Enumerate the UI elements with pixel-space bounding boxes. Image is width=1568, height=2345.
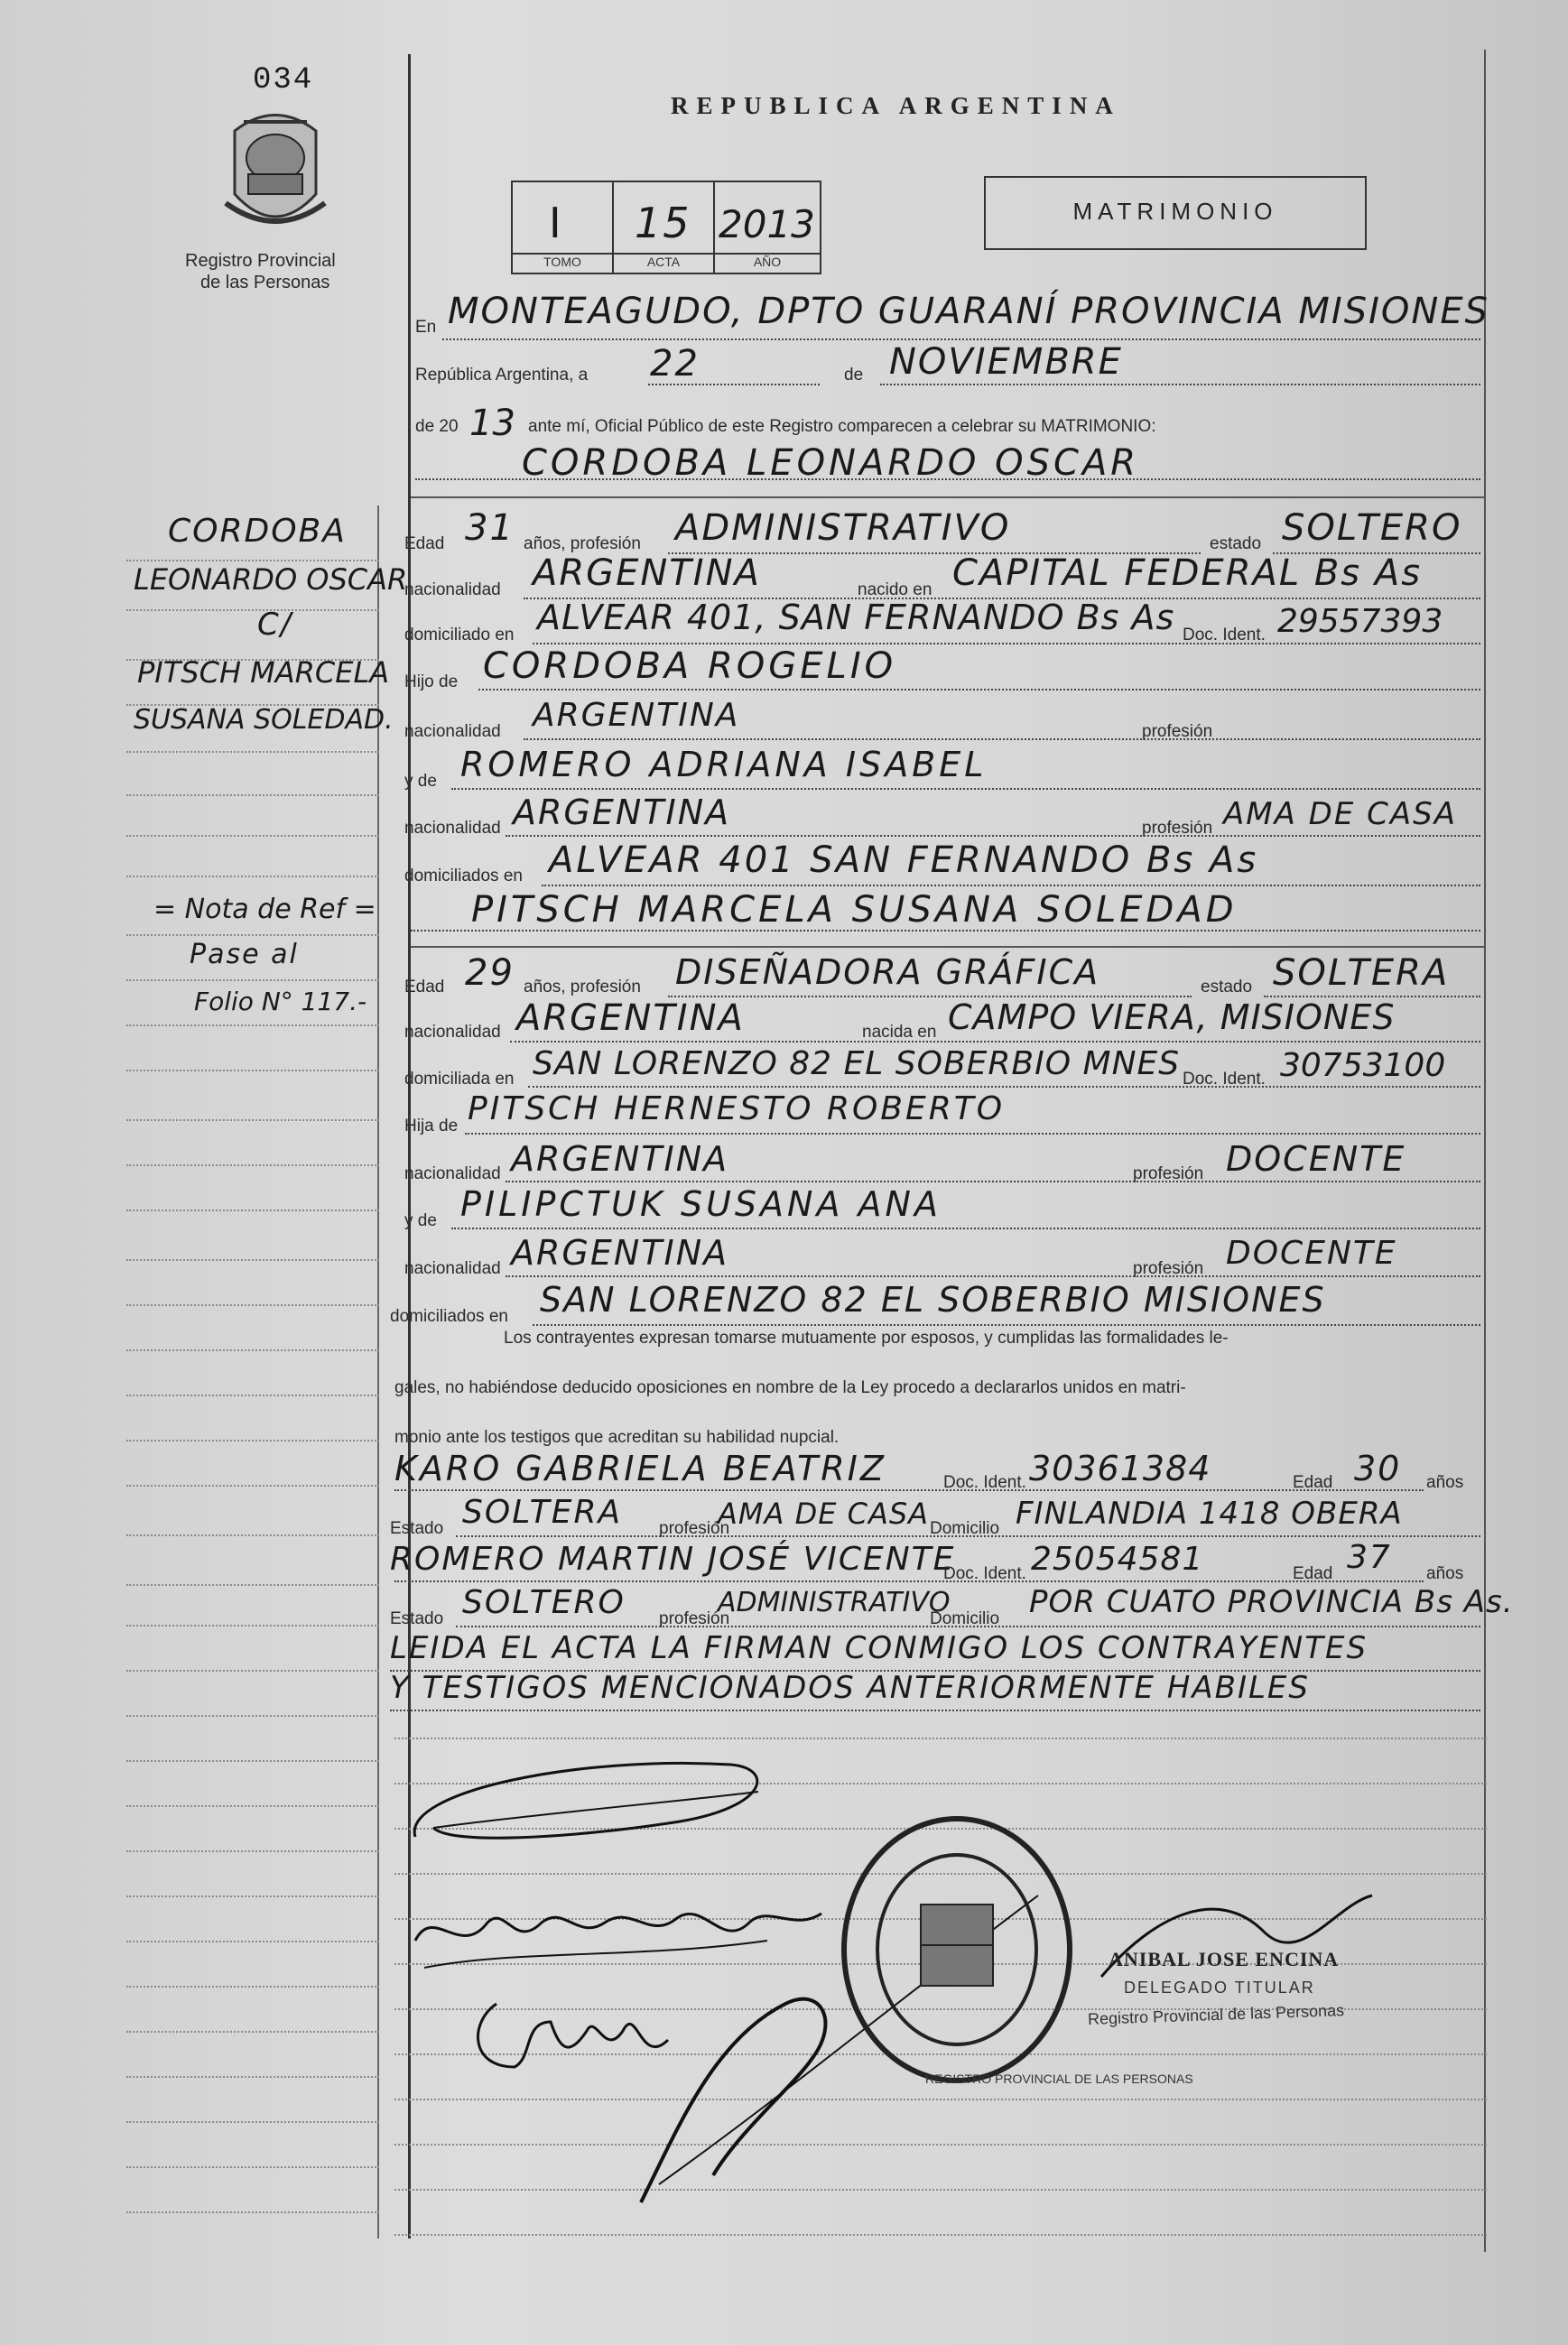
margin-name-line4: PITSCH MARCELA [137, 655, 390, 690]
witness1-doc-label: Doc. Ident. [943, 1473, 1026, 1492]
groom-nacido-label: nacido en [858, 580, 932, 599]
groom-mother-nat-label: nacionalidad [404, 819, 501, 838]
groom-name: CORDOBA LEONARDO OSCAR [522, 442, 1140, 484]
groom-birthplace: CAPITAL FEDERAL Bs As [952, 552, 1423, 594]
month-value: NOVIEMBRE [889, 341, 1123, 383]
groom-estado-label: estado [1210, 534, 1262, 553]
groom-mother-prof: AMA DE CASA [1223, 796, 1457, 832]
declaration-line2: gales, no habiéndose deducido oposiciones en nombre de la Ley procedo a declararlos unidos en matri- [394, 1378, 1186, 1397]
country-title: REPUBLICA ARGENTINA [671, 92, 1121, 119]
closing-line1: LEIDA EL ACTA LA FIRMAN CONMIGO LOS CONTRAYENTES [390, 1630, 1369, 1666]
groom-edad-label: Edad [404, 534, 445, 553]
bride-hija-label: Hija de [404, 1117, 459, 1135]
year-suffix: 13 [469, 403, 515, 444]
groom-domiciliado-label: domiciliado en [404, 626, 515, 644]
day-value: 22 [650, 343, 700, 385]
provincial-coat-of-arms-icon [217, 104, 334, 239]
groom-nacionalidad-label: nacionalidad [404, 580, 501, 599]
witness2-status: SOLTERO [462, 1584, 626, 1621]
tomo-label: TOMO [543, 255, 581, 269]
witness1-dom-label: Domicilio [930, 1519, 1000, 1538]
de-label: de [844, 366, 864, 385]
registry-name-line1: Registro Provincial [185, 251, 336, 271]
bride-father-nat: ARGENTINA [511, 1139, 729, 1179]
witness2-edad-label: Edad [1293, 1564, 1333, 1583]
bride-estado-label: estado [1201, 978, 1253, 996]
groom-yde-label: y de [404, 772, 437, 791]
groom-parents-address: ALVEAR 401 SAN FERNANDO Bs As [549, 839, 1259, 881]
official-office: Registro Provincial de las Personas [1087, 2001, 1345, 2028]
bride-name: PITSCH MARCELA SUSANA SOLEDAD [471, 889, 1238, 931]
bride-anos-profesion-label: años, profesión [524, 978, 641, 996]
anio-value: 2013 [719, 202, 815, 246]
signature-contrayente-oval [397, 1738, 776, 1873]
republica-label: República Argentina, a [415, 366, 589, 385]
registry-name-line2: de las Personas [200, 273, 330, 292]
official-title: DELEGADO TITULAR [1124, 1979, 1315, 1997]
margin-note-line3: Folio N° 117.- [194, 987, 367, 1016]
groom-address: ALVEAR 401, SAN FERNANDO Bs As [537, 598, 1175, 637]
folio-number: 034 [253, 63, 314, 97]
bride-address: SAN LORENZO 82 EL SOBERBIO MNES [533, 1045, 1181, 1082]
closing-line2: Y TESTIGOS MENCIONADOS ANTERIORMENTE HABILES [390, 1670, 1310, 1706]
witness1-estado-label: Estado [390, 1519, 444, 1538]
witness1-edad-label: Edad [1293, 1473, 1333, 1492]
witness1-anos-label: años [1426, 1473, 1464, 1492]
groom-nationality: ARGENTINA [533, 552, 761, 594]
place-value: MONTEAGUDO, DPTO GUARANÍ PROVINCIA MISIONES [448, 291, 1489, 332]
witness1-status: SOLTERA [462, 1494, 623, 1531]
declaration-line3: monio ante los testigos que acreditan su habilidad nupcial. [394, 1428, 840, 1447]
tomo-value: I [549, 199, 563, 247]
right-border-rule [1484, 50, 1486, 2252]
bride-father-nat-label: nacionalidad [404, 1164, 501, 1183]
witness1-profession: AMA DE CASA [718, 1497, 930, 1531]
groom-mother: ROMERO ADRIANA ISABEL [460, 745, 988, 784]
margin-name-line1: CORDOBA [168, 513, 347, 550]
witness1-prof-label: profesión [659, 1519, 730, 1538]
margin-note-line2: Pase al [190, 939, 299, 970]
groom-profession: ADMINISTRATIVO [675, 507, 1011, 549]
witness2-anos-label: años [1426, 1564, 1464, 1583]
official-name: ANIBAL JOSE ENCINA [1109, 1948, 1340, 1970]
document-type: MATRIMONIO [1072, 198, 1278, 225]
bride-birthplace: CAMPO VIERA, MISIONES [948, 997, 1396, 1037]
witness2-dom-label: Domicilio [930, 1609, 1000, 1628]
bride-status: SOLTERA [1273, 952, 1450, 994]
groom-doc: 29557393 [1277, 603, 1443, 640]
groom-age: 31 [465, 507, 515, 549]
bride-father: PITSCH HERNESTO ROBERTO [468, 1090, 1006, 1127]
acta-value: 15 [635, 199, 691, 247]
groom-parents-dom-label: domiciliados en [404, 867, 523, 885]
witness1-address: FINLANDIA 1418 OBERA [1016, 1496, 1403, 1532]
margin-name-line5: SUSANA SOLEDAD. [134, 704, 394, 736]
witness2-age: 37 [1347, 1539, 1392, 1576]
margin-name-line2: LEONARDO OSCAR [134, 562, 408, 597]
margin-name-line3: C/ [257, 607, 293, 643]
groom-doc-label: Doc. Ident. [1183, 626, 1266, 644]
groom-hijo-label: Hijo de [404, 672, 459, 691]
witness2-profession: ADMINISTRATIVO [718, 1587, 951, 1618]
bride-nacida-label: nacida en [862, 1023, 937, 1042]
witness2-name: ROMERO MARTIN JOSÉ VICENTE [390, 1541, 956, 1578]
groom-anos-profesion-label: años, profesión [524, 534, 641, 553]
bride-mother-prof-label: profesión [1133, 1259, 1204, 1278]
bride-yde-label: y de [404, 1211, 437, 1230]
witness1-age: 30 [1354, 1449, 1402, 1488]
bride-mother: PILIPCTUK SUSANA ANA [460, 1184, 942, 1224]
bride-mother-nat-label: nacionalidad [404, 1259, 501, 1278]
bride-domiciliada-label: domiciliada en [404, 1070, 515, 1089]
groom-father-nat-label: nacionalidad [404, 722, 501, 741]
groom-status: SOLTERO [1282, 507, 1462, 549]
declaration-line1: Los contrayentes expresan tomarse mutuamente por esposos, y cumplidas las formalidades le- [504, 1329, 1229, 1348]
bride-profession: DISEÑADORA GRÁFICA [675, 952, 1100, 992]
groom-father-nat: ARGENTINA [533, 697, 740, 734]
seal-text: REGISTRO PROVINCIAL DE LAS PERSONAS [925, 2072, 1193, 2086]
witness2-prof-label: profesión [659, 1609, 730, 1628]
anio-label: AÑO [753, 255, 782, 269]
bride-father-prof: DOCENTE [1226, 1139, 1406, 1179]
witness2-address: POR CUATO PROVINCIA Bs As. [1029, 1584, 1514, 1620]
bride-mother-prof: DOCENTE [1226, 1235, 1397, 1272]
witness1-doc: 30361384 [1029, 1449, 1211, 1488]
margin-note-line1: = Nota de Ref = [153, 894, 376, 925]
acta-label: ACTA [646, 255, 681, 269]
witness2-doc-label: Doc. Ident. [943, 1564, 1026, 1583]
witness2-estado-label: Estado [390, 1609, 444, 1628]
bride-doc: 30753100 [1280, 1047, 1446, 1084]
bride-edad-label: Edad [404, 978, 445, 996]
official-seal-icon [835, 1810, 1079, 2090]
witness1-name: KARO GABRIELA BEATRIZ [394, 1449, 886, 1488]
document-type-box [984, 176, 1367, 250]
bride-father-prof-label: profesión [1133, 1164, 1204, 1183]
bride-parents-dom-label: domiciliados en [390, 1307, 508, 1326]
bride-parents-address: SAN LORENZO 82 EL SOBERBIO MISIONES [540, 1280, 1326, 1320]
groom-mother-nat: ARGENTINA [513, 792, 731, 832]
groom-father: CORDOBA ROGELIO [483, 645, 897, 687]
margin-right-rule [377, 505, 379, 2238]
bride-doc-label: Doc. Ident. [1183, 1070, 1266, 1089]
bride-age: 29 [465, 952, 515, 994]
groom-father-prof-label: profesión [1142, 722, 1213, 741]
year-prefix: de 20 [415, 417, 459, 436]
tomo-acta-anio-box [511, 181, 821, 274]
witness2-doc: 25054581 [1031, 1541, 1204, 1578]
bride-nationality: ARGENTINA [516, 997, 745, 1039]
bride-mother-nat: ARGENTINA [511, 1233, 729, 1273]
bride-nacionalidad-label: nacionalidad [404, 1023, 501, 1042]
groom-mother-prof-label: profesión [1142, 819, 1213, 838]
appear-text: ante mí, Oficial Público de este Registro comparecen a celebrar su MATRIMONIO: [528, 417, 1156, 436]
en-label: En [415, 318, 437, 337]
